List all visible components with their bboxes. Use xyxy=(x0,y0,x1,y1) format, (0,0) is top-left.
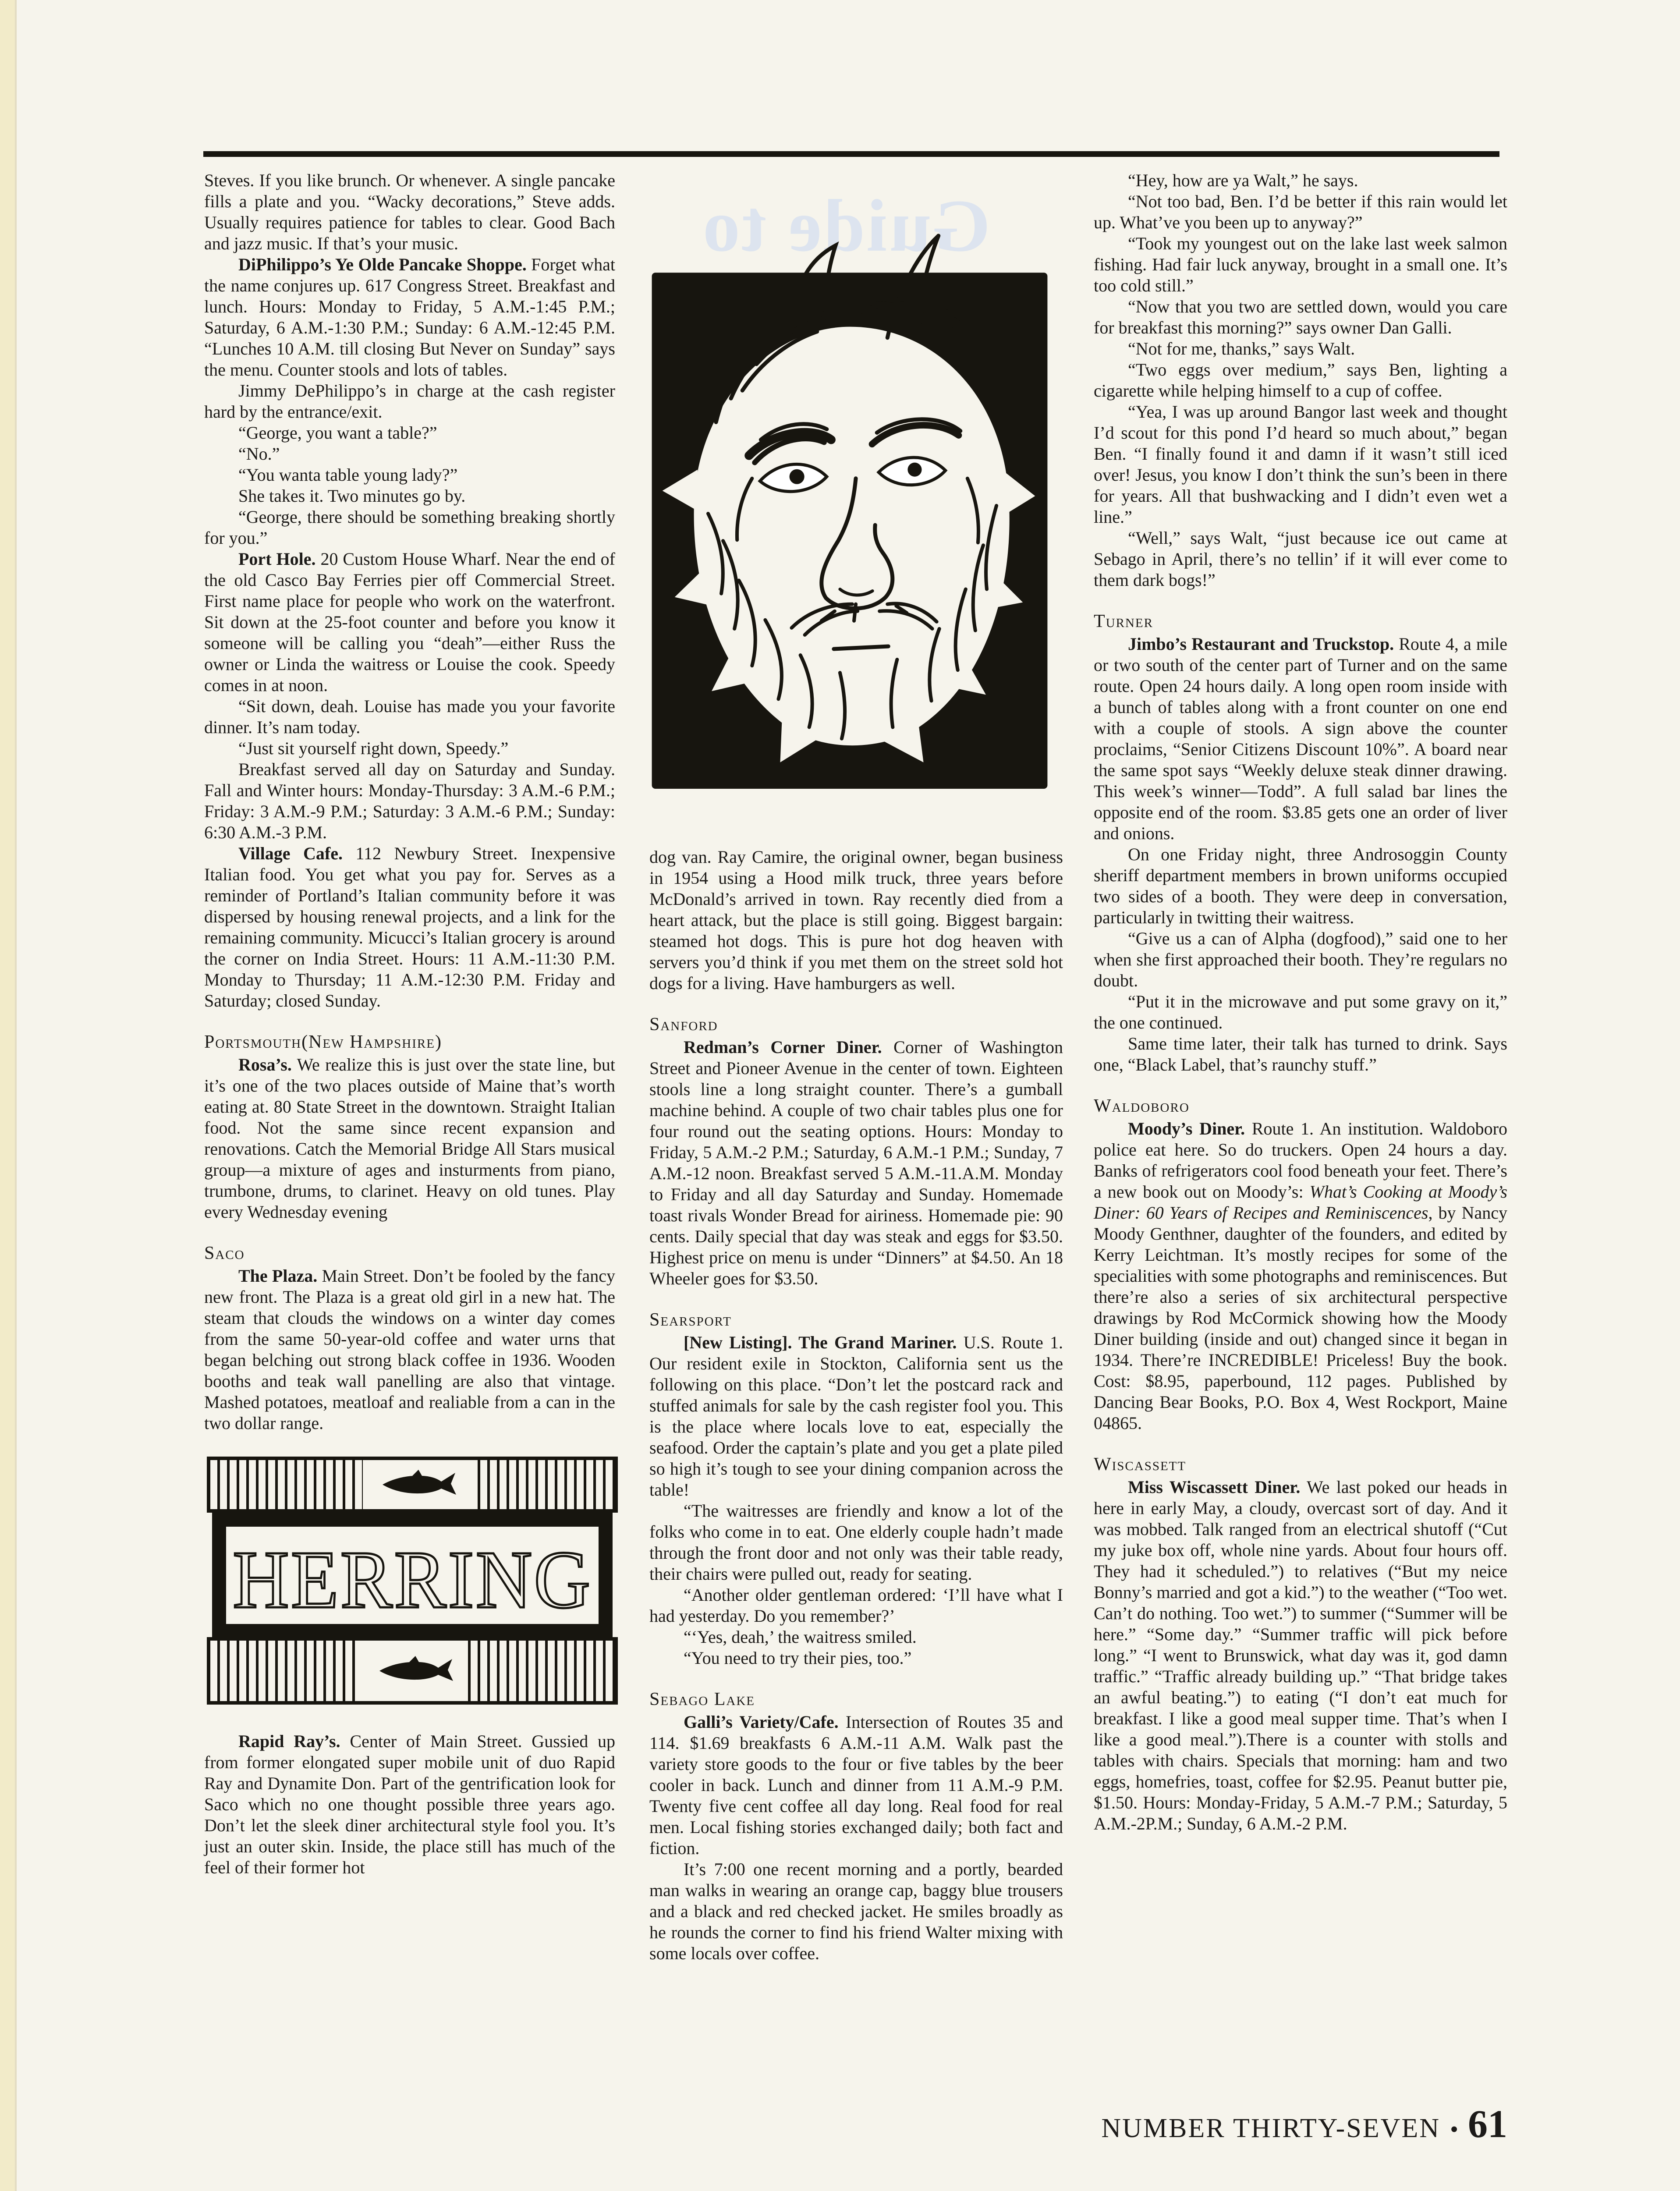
paragraph xyxy=(1094,844,1507,928)
column-left xyxy=(204,170,615,1878)
entry-name: The Plaza. xyxy=(238,1266,318,1286)
body-text: Jimmy DePhilippo’s in charge at the cash register hard by the entrance/exit. xyxy=(204,381,615,422)
column-right xyxy=(1094,170,1507,1834)
paragraph xyxy=(204,1731,615,1878)
top-rule xyxy=(203,151,1499,157)
entry-name: Port Hole. xyxy=(238,549,316,569)
body-text: “Another older gentleman ordered: ‘I’ll have what I had yesterday. Do you remember?’ xyxy=(649,1585,1063,1626)
bearded-man-face-icon xyxy=(649,232,1051,791)
paragraph xyxy=(204,507,615,549)
body-text: “‘Yes, deah,’ the waitress smiled. xyxy=(684,1627,917,1647)
fish-icon xyxy=(379,1656,453,1681)
paragraph xyxy=(1094,233,1507,296)
paragraph xyxy=(1094,1477,1507,1834)
entry-name: Miss Wiscassett Diner. xyxy=(1128,1477,1301,1497)
section-heading: Sebago Lake xyxy=(649,1689,755,1709)
paragraph xyxy=(1094,296,1507,338)
body-text: It’s 7:00 one recent morning and a portly, bearded man walks in wearing an orange cap, baggy blue trousers and a black and red checked jacket. He smiles broadly as he rounds the corner to find his friend Walter mixing with some locals over coffee. xyxy=(649,1859,1063,1963)
body-text: “Well,” says Walt, “just because ice out came at Sebago in April, there’s no tellin’ if it will ever come to them dark bogs!” xyxy=(1094,528,1507,590)
body-text: “You need to try their pies, too.” xyxy=(684,1648,912,1668)
paragraph xyxy=(1094,401,1507,528)
body-text: Intersection of Routes 35 and 114. $1.69 breakfasts 6 A.M.-11 A.M. Walk past the variety store goods to the four or five tables by the beer cooler in back. Lunch and dinner from 11 A.M.-9 P.M. Twenty five cent coffee all day long. Real food for real men. Local fishing stories exchanged daily; both fact and fiction. xyxy=(649,1712,1063,1858)
herring-label-icon xyxy=(204,1453,620,1708)
body-text: “The waitresses are friendly and know a lot of the folks who come in to eat. One elderly couple hadn’t made through the front door and not only was their table ready, their chairs were pulled out, ready for seating. xyxy=(649,1501,1063,1584)
showthrough-ghost-text: Guide to xyxy=(701,184,991,267)
section-heading: Sanford xyxy=(649,1014,718,1035)
body-text: “You wanta table young lady?” xyxy=(238,465,458,485)
paragraph xyxy=(1094,634,1507,844)
paragraph xyxy=(1094,359,1507,401)
body-text: “Give us a can of Alpha (dogfood),” said one to her when she first approached their booth. They’re regulars no doubt. xyxy=(1094,929,1507,990)
bearded-man-portrait xyxy=(649,232,1063,791)
fish-icon xyxy=(383,1470,456,1495)
body-text: We last poked our heads in here in early May, a cloudy, overcast sort of day. And it was mobbed. Talk ranged from an electrical shutoff (“Cut my juke box off, whole nine yards. About four hours off. They had it scheduled.”) to relatives (“But my neice Bonny’s married and got a kid.”) to the weather (“Too wet. Can’t do nothing. Too wet.”) to summer (“Summer will be here.” “Some day.” “Summer traffic will pick before long.” “I went to Brunswick, what day was it, god damn traffic.” “Traffic already building up.” “That bridge takes an awful beating.”) to eating (“I don’t eat much for breakfast. I like a good meal supper time. That’s when I like a good meal.”).There is a counter with stolls and tables with chairs. Specials that morning: ham and two eggs, homefries, toast, coffee for $2.95. Peanut butter pie, $1.50. Hours: Monday-Friday, 5 A.M.-7 P.M.; Saturday, 5 A.M.-2P.M.; Sunday, 6 A.M.-2 P.M. xyxy=(1094,1477,1507,1833)
body-text: “Not for me, thanks,” says Walt. xyxy=(1128,339,1355,358)
entry-name: DiPhilippo’s Ye Olde Pancake Shoppe. xyxy=(238,255,527,274)
paragraph xyxy=(204,549,615,696)
paragraph xyxy=(1094,928,1507,991)
entry-name: Village Cafe. xyxy=(238,844,343,863)
page-left-edge-line xyxy=(15,0,17,2191)
paragraph xyxy=(204,738,615,759)
paragraph xyxy=(204,422,615,443)
body-text: She takes it. Two minutes go by. xyxy=(238,486,466,506)
paragraph xyxy=(1094,1033,1507,1075)
paragraph xyxy=(1094,528,1507,591)
body-text: Steves. If you like brunch. Or whenever. A single pancake fills a plate and you. “Wacky decorations,” Steve adds. Usually requires patience for tables to clear. Good Bach and jazz music. If that’s your music. xyxy=(204,170,615,253)
paragraph xyxy=(204,443,615,464)
body-text: Same time later, their talk has turned to drink. Says one, “Black Label, that’s raunchy stuff.” xyxy=(1094,1034,1507,1074)
paragraph xyxy=(1094,991,1507,1033)
entry-name: Jimbo’s Restaurant and Truckstop. xyxy=(1128,634,1394,654)
paragraph xyxy=(649,1037,1063,1289)
paragraph xyxy=(204,170,615,254)
footer-bullet: • xyxy=(1450,2116,1458,2142)
body-text: “Just sit yourself right down, Speedy.” xyxy=(238,738,509,758)
paragraph xyxy=(649,1712,1063,1859)
paragraph xyxy=(649,847,1063,994)
paragraph xyxy=(204,464,615,486)
body-text: Corner of Washington Street and Pioneer Avenue in the center of town. Eighteen stools line a long straight counter. There’s a gumball machine behind. A couple of two chair tables plus one for four round out the seating options. Hours: Monday to Friday, 5 A.M.-2 P.M.; Saturday, 6 A.M.-1 P.M.; Sunday, 7 A.M.-12 noon. Breakfast served 5 A.M.-11.A.M. Monday to Friday and all day Saturday and Sunday. Homemade toast rivals Wonder Bread for airiness. Homemade pie: 90 cents. Daily special that day was steak and eggs for $3.50. Highest price on menu is under “Dinners” at $4.50. An 18 Wheeler goes for $3.50. xyxy=(649,1037,1063,1288)
section-heading: Searsport xyxy=(649,1310,732,1330)
paragraph xyxy=(1094,170,1507,191)
section-heading: Waldoboro xyxy=(1094,1096,1190,1116)
paragraph xyxy=(649,1500,1063,1585)
entry-name: [New Listing]. The Grand Mariner. xyxy=(684,1333,957,1352)
entry-name: Rapid Ray’s. xyxy=(238,1731,340,1751)
body-text: U.S. Route 1. Our resident exile in Stockton, California sent us the following on this place. “Don’t let the postcard rack and stuffed animals for sale by the cash register fool you. This is the place where locals love to eat, especially the seafood. Order the captain’s plate and you get a plate piled so high it’s tough to see your dining companion across the table! xyxy=(649,1333,1063,1500)
paragraph xyxy=(204,759,615,843)
section-heading: Saco xyxy=(204,1243,245,1263)
body-text: Center of Main Street. Gussied up from former elongated super mobile unit of duo Rapid Ray and Dynamite Don. Part of the gentrification look for Saco which no one thought possible three years ago. Don’t let the sleek diner architectural style fool you. It’s just an outer skin. Inside, the place still has much of the feel of their former hot xyxy=(204,1731,616,1877)
paragraph xyxy=(1094,338,1507,359)
body-text: 20 Custom House Wharf. Near the end of the old Casco Bay Ferries pier off Commercial Street. First name place for people who work on the waterfront. Sit down at the 25-foot counter and before you know it someone will be calling you “deah”—either Russ the owner or Linda the waitress or Louise the cook. Speedy comes in at noon. xyxy=(204,549,615,695)
paragraph xyxy=(649,1585,1063,1627)
paragraph xyxy=(649,1859,1063,1964)
paragraph xyxy=(1094,1118,1507,1434)
page-number: 61 xyxy=(1468,2102,1507,2146)
body-text: Main Street. Don’t be fooled by the fancy new front. The Plaza is a great old girl in a new hat. The steam that clouds the windows on a winter day comes from the same 50-year-old coffee and water urns that began belching out strong black coffee in 1936. Wooden booths and teak wall panelling are also that vintage. Mashed potatoes, meatloaf and realiable from a can in the two dollar range. xyxy=(204,1266,616,1433)
paragraph xyxy=(204,1054,615,1223)
body-text: “Put it in the microwave and put some gravy on it,” the one continued. xyxy=(1094,992,1507,1032)
herring-label-text: HERRING xyxy=(233,1534,592,1625)
page-left-edge xyxy=(0,0,15,2191)
entry-name: Rosa’s. xyxy=(238,1055,292,1074)
paragraph xyxy=(1094,191,1507,233)
body-text: “Hey, how are ya Walt,” he says. xyxy=(1128,170,1358,190)
paragraph xyxy=(204,254,615,380)
body-text: “George, there should be something breaking shortly for you.” xyxy=(204,507,615,548)
page-footer xyxy=(964,2102,1507,2147)
paragraph xyxy=(204,843,615,1011)
herring-can-label xyxy=(204,1453,615,1708)
body-text: Route 1. An institution. Waldoboro police eat here. So do truckers. Open 24 hours a day. Banks of refrigerators cool food beneath your feet. There’s a new book out on Moody’s: xyxy=(1094,1119,1507,1202)
body-text: “Now that you two are settled down, would you care for breakfast this morning?” says owner Dan Galli. xyxy=(1094,297,1507,337)
body-text: 112 Newbury Street. Inexpensive Italian food. You get what you pay for. Serves as a reminder of Portland’s Italian community before it was dispersed by housing renewal projects, and a link for the remaining community. Micucci’s Italian grocery is around the corner on India Street. Hours: 11 A.M.-11:30 P.M. Monday to Thursday; 11 A.M.-12:30 P.M. Friday and Saturday; closed Sunday. xyxy=(204,844,615,1010)
paragraph xyxy=(204,380,615,422)
body-text: dog van. Ray Camire, the original owner, began business in 1954 using a Hood milk truck, three years before McDonald’s arrived in town. Ray recently died from a heart attack, but the place is still going. Biggest bargain: steamed hot dogs. This is pure hot dog heaven with servers you’d think if you met them on the street sold hot dogs for a living. Have hamburgers as well. xyxy=(649,847,1063,993)
body-text: Route 4, a mile or two south of the center part of Turner and on the same route. Open 24 hours daily. A long open room inside with a bunch of tables along with a front counter on one end with a couple of stools. A sign above the counter proclaims, “Senior Citizens Discount 10%”. A board near the same spot says “Weekly deluxe steak dinner drawing. This week’s winner—Todd”. A full salad bar lines the opposite end of the room. $3.85 gets one an order of liver and onions. xyxy=(1094,634,1507,843)
paragraph xyxy=(204,1266,615,1434)
book-title: What’s Cooking at Moody’s Diner: 60 Years of Recipes and Reminiscences xyxy=(1094,1182,1507,1223)
section-heading: Turner xyxy=(1094,611,1153,631)
body-text: We realize this is just over the state line, but it’s one of the two places outside of Maine that’s worth eating at. 80 State Street in the downtown. Straight Italian food. Not the same since recent expansion and renovations. Catch the Memorial Bridge All Stars musical group—a mixture of ages and insturments from piano, trumbone, drums, to clarinet. Heavy on old tunes. Play every Wednesday evening xyxy=(204,1055,615,1222)
body-text: Breakfast served all day on Saturday and Sunday. Fall and Winter hours: Monday-Thursday: 3 A.M.-6 P.M.; Friday: 3 A.M.-9 P.M.; Saturday: 3 A.M.-6 P.M.; Sunday: 6:30 A.M.-3 P.M. xyxy=(204,759,615,842)
body-text: “Took my youngest out on the lake last week salmon fishing. Had fair luck anyway, brought in a small one. It’s too cold still.” xyxy=(1094,234,1507,295)
body-text: “Yea, I was up around Bangor last week and thought I’d scout for this pond I’d heard so much about,” began Ben. “I finally found it and damn if it wasn’t still iced over! Jesus, you know I don’t think the sun’s been in there for years. All that bushwacking and I didn’t even wet a line.” xyxy=(1094,402,1507,527)
body-text: “Not too bad, Ben. I’d be better if this rain would let up. What’ve you been up to anyway?” xyxy=(1094,191,1507,232)
issue-number-text: NUMBER THIRTY-SEVEN xyxy=(1101,2113,1441,2143)
paragraph xyxy=(204,696,615,738)
section-heading: Portsmouth(New Hampshire) xyxy=(204,1032,442,1052)
entry-name: Moody’s Diner. xyxy=(1128,1119,1245,1138)
body-text: “Two eggs over medium,” says Ben, lighting a cigarette while helping himself to a cup of coffee. xyxy=(1094,360,1507,401)
paragraph xyxy=(204,486,615,507)
paragraph xyxy=(649,1332,1063,1500)
body-text: “No.” xyxy=(238,444,280,464)
paragraph xyxy=(649,1627,1063,1648)
column-middle xyxy=(649,170,1063,1964)
body-text: “Sit down, deah. Louise has made you your favorite dinner. It’s nam today. xyxy=(204,696,615,737)
entry-name: Redman’s Corner Diner. xyxy=(684,1037,882,1057)
body-text: On one Friday night, three Androsoggin County sheriff department members in brown uniforms occupied two sides of a booth. They were deep in conversation, particularly in twitting their waitress. xyxy=(1094,844,1507,927)
body-text: , by Nancy Moody Genthner, daughter of the founders, and edited by Kerry Leichtman. It’s mostly recipes for some of the specialities with some photographs and reminiscences. But there’re also a series of six architectural perspective drawings by Rod McCormick showing how the Moody Diner building (inside and out) changed since it began in 1934. There’re INCREDIBLE! Priceless! Buy the book. Cost: $8.95, paperbound, 112 pages. Published by Dancing Bear Books, P.O. Box 4, West Rockport, Maine 04865. xyxy=(1094,1203,1507,1433)
body-text: Forget what the name conjures up. 617 Congress Street. Breakfast and lunch. Hours: Monday to Friday, 5 A.M.-1:45 P.M.; Saturday, 6 A.M.-1:30 P.M.; Sunday: 6 A.M.-12:45 P.M. “Lunches 10 A.M. till closing But Never on Sunday” says the menu. Counter stools and lots of tables. xyxy=(204,255,615,379)
entry-name: Galli’s Variety/Cafe. xyxy=(684,1712,839,1732)
section-heading: Wiscassett xyxy=(1094,1454,1187,1475)
body-text: “George, you want a table?” xyxy=(238,423,437,443)
paragraph xyxy=(649,1648,1063,1669)
